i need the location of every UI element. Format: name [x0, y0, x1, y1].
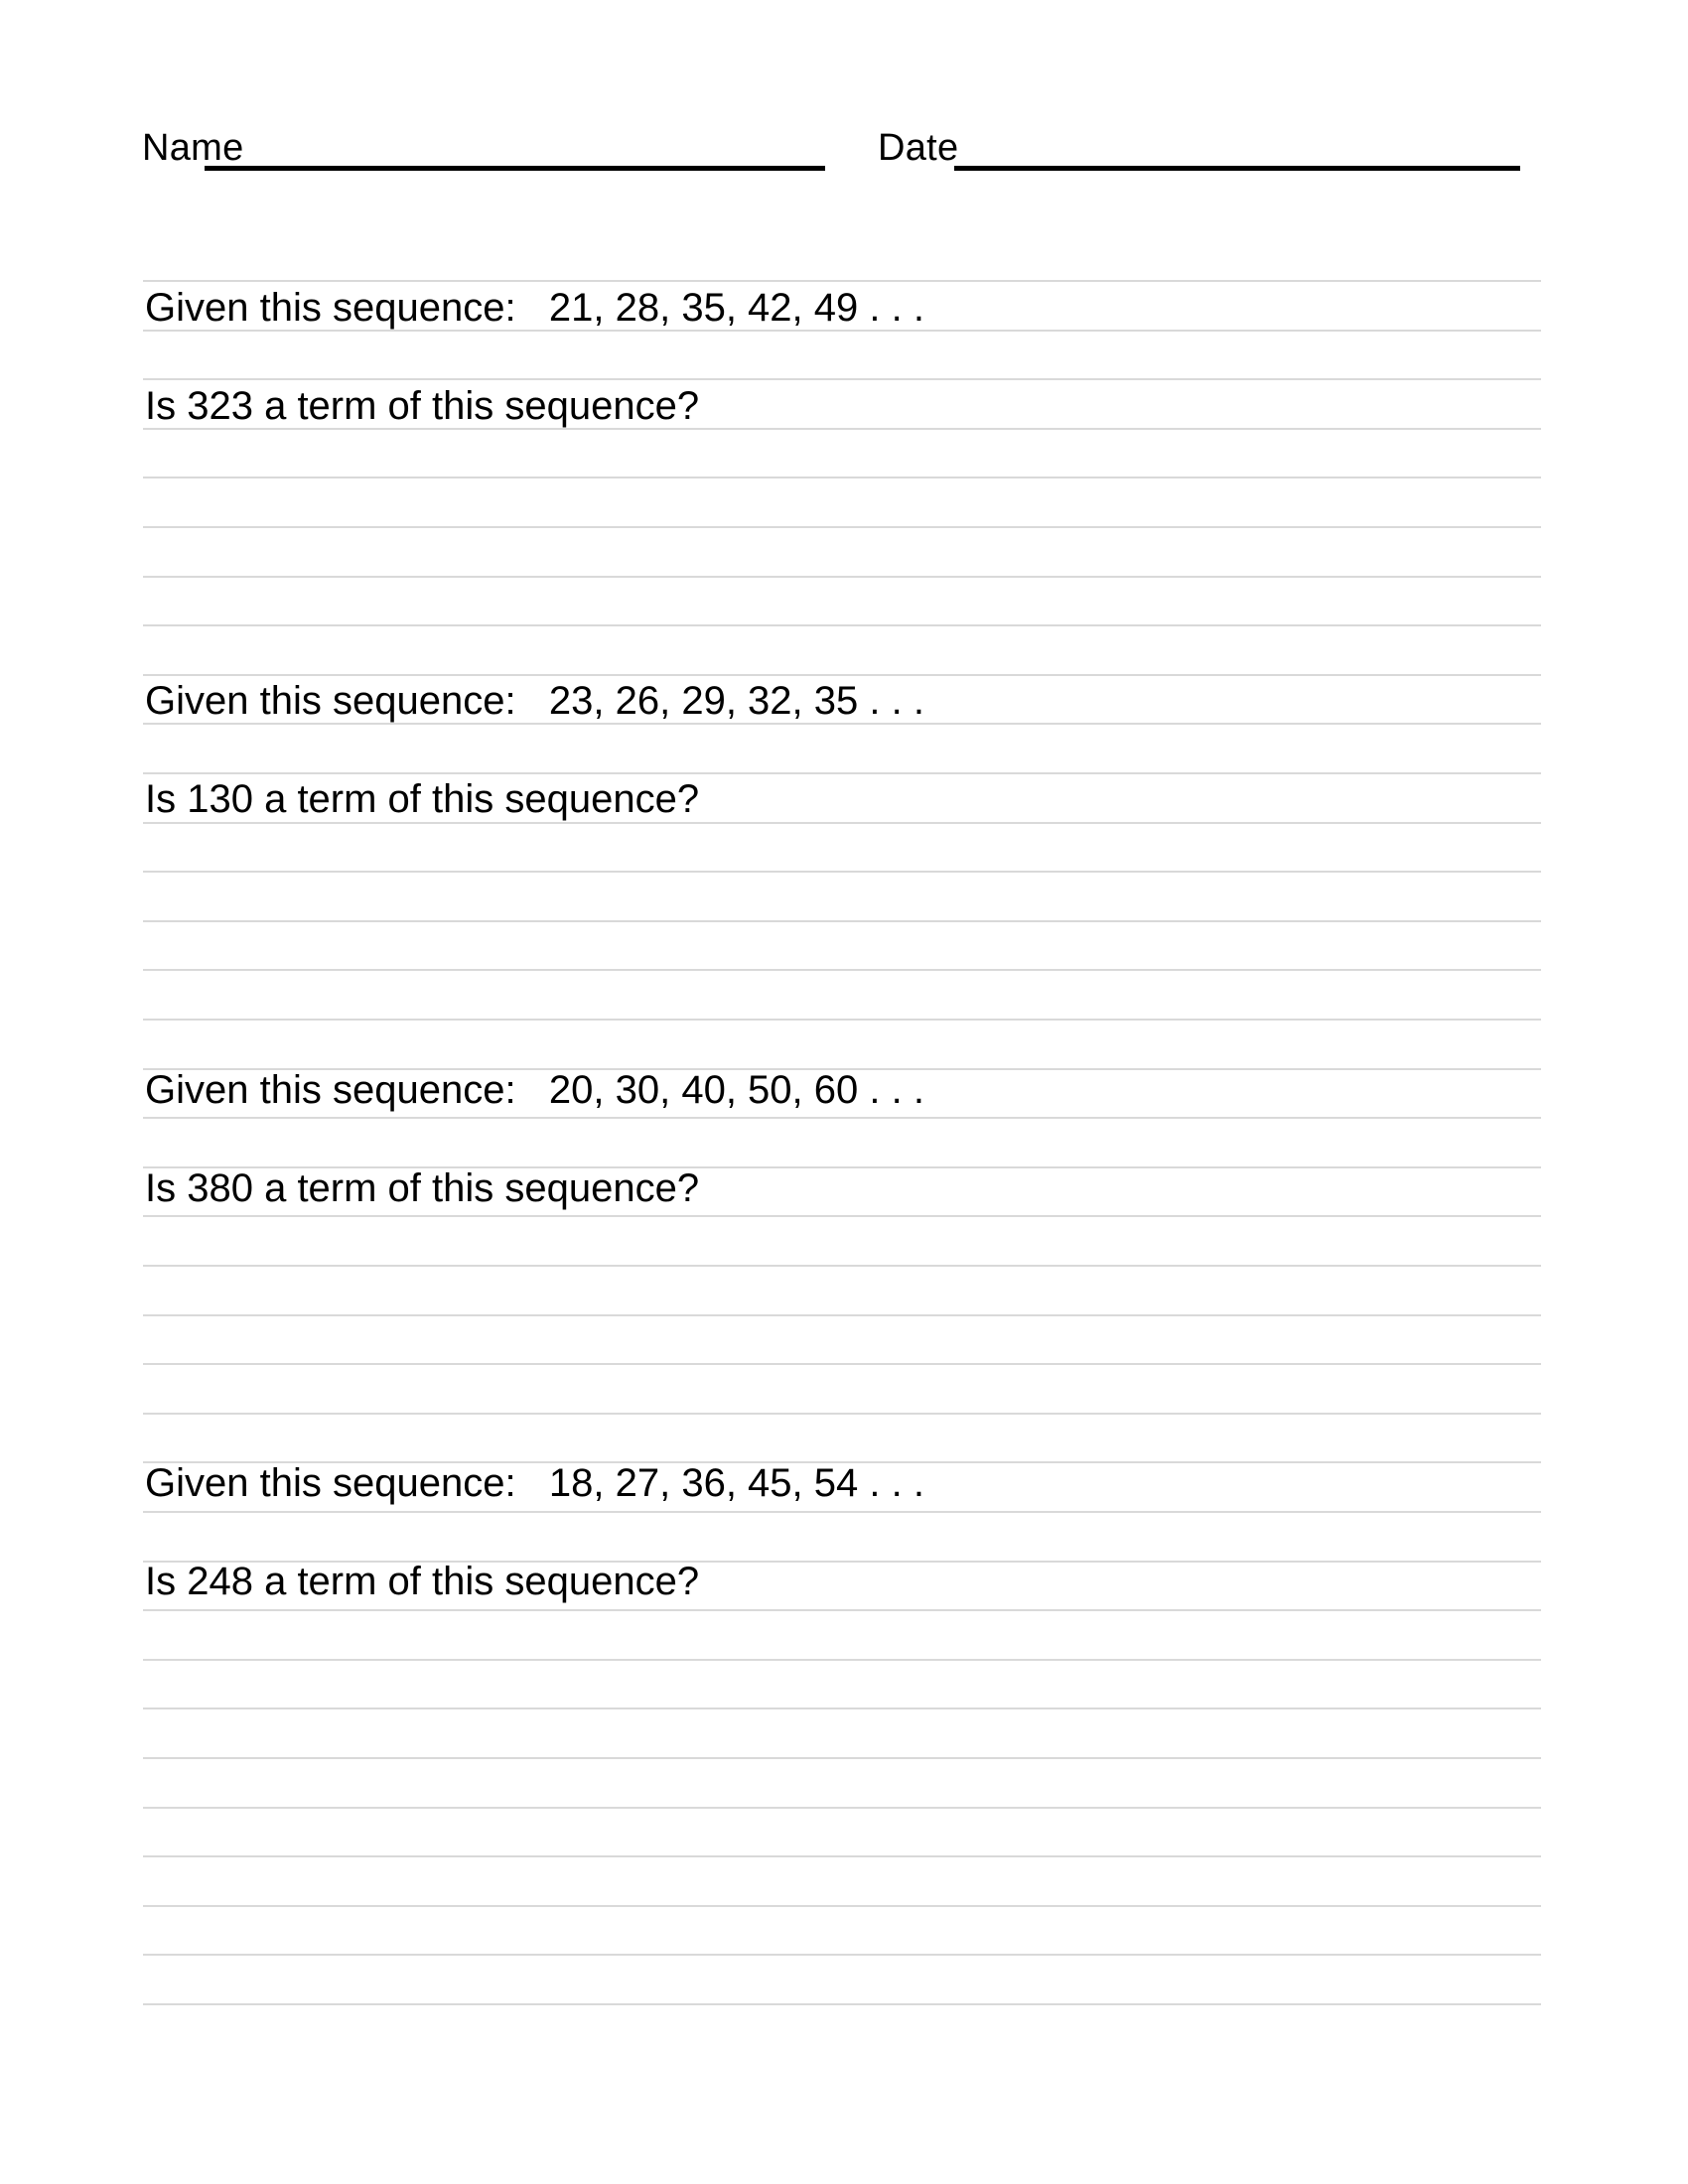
date-label: Date [878, 127, 959, 169]
ruled-line [143, 2003, 1541, 2005]
ruled-line [143, 1609, 1541, 1611]
ruled-line [143, 1905, 1541, 1907]
ruled-line [143, 1855, 1541, 1857]
ruled-line [143, 1019, 1541, 1021]
ruled-line [143, 280, 1541, 282]
ruled-line [143, 1215, 1541, 1217]
ruled-line [143, 576, 1541, 578]
ruled-line [143, 1413, 1541, 1415]
ruled-line [143, 1511, 1541, 1513]
ruled-line [143, 1757, 1541, 1759]
worksheet-header [0, 0, 1688, 189]
name-input-line[interactable] [205, 166, 825, 171]
ruled-line [143, 1265, 1541, 1267]
ruled-line [143, 1117, 1541, 1119]
ruled-line [143, 871, 1541, 873]
ruled-line [143, 378, 1541, 380]
ruled-line [143, 428, 1541, 430]
ruled-line [143, 624, 1541, 626]
name-label: Name [142, 127, 244, 169]
ruled-line [143, 920, 1541, 922]
ruled-line [143, 674, 1541, 676]
ruled-line [143, 772, 1541, 774]
ruled-line [143, 822, 1541, 824]
ruled-line [143, 969, 1541, 971]
problem-2-question: Is 130 a term of this sequence? [145, 777, 700, 821]
problem-2-prompt: Given this sequence: 23, 26, 29, 32, 35 . . . [145, 679, 924, 723]
problem-3-prompt: Given this sequence: 20, 30, 40, 50, 60 . . . [145, 1068, 924, 1112]
date-input-line[interactable] [954, 166, 1520, 171]
ruled-line [143, 477, 1541, 478]
ruled-line [143, 1954, 1541, 1956]
problem-1-prompt: Given this sequence: 21, 28, 35, 42, 49 . . . [145, 286, 924, 330]
ruled-line [143, 1314, 1541, 1316]
ruled-line [143, 1659, 1541, 1661]
ruled-line [143, 1707, 1541, 1709]
problem-4-prompt: Given this sequence: 18, 27, 36, 45, 54 . . . [145, 1461, 924, 1505]
ruled-line [143, 526, 1541, 528]
ruled-line [143, 723, 1541, 725]
ruled-line [143, 1363, 1541, 1365]
problem-3-question: Is 380 a term of this sequence? [145, 1166, 700, 1210]
problem-4-question: Is 248 a term of this sequence? [145, 1560, 700, 1603]
problem-1-question: Is 323 a term of this sequence? [145, 384, 700, 428]
ruled-line [143, 1807, 1541, 1809]
